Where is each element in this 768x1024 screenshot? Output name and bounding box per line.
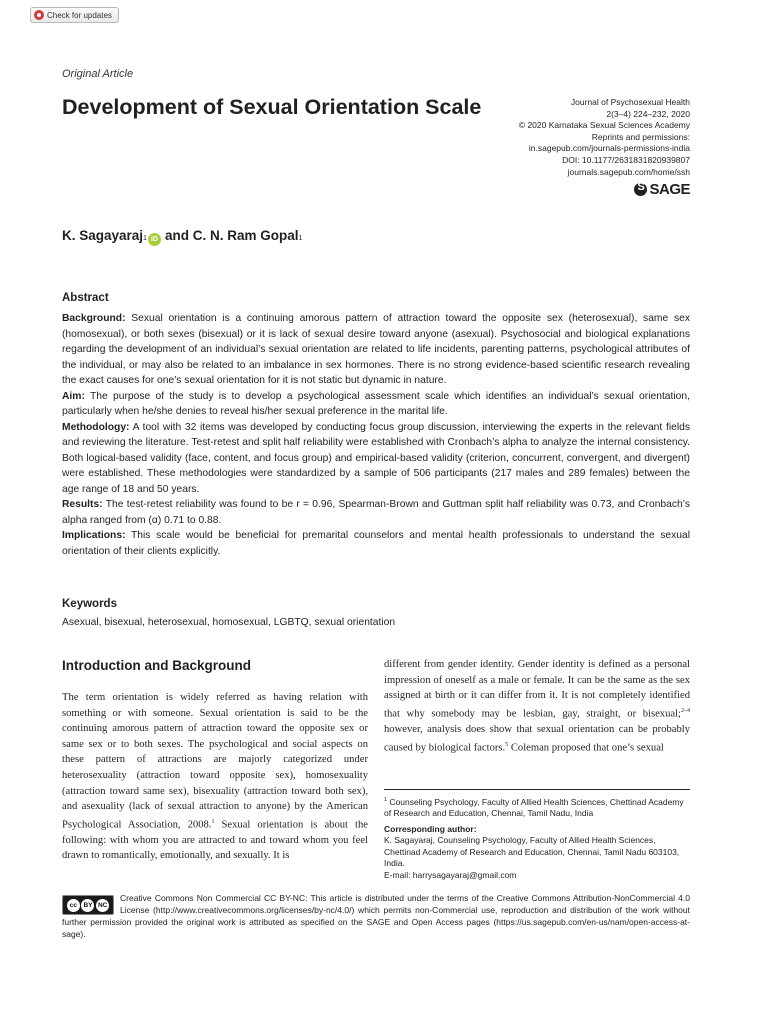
abstract-text-aim: The purpose of the study is to develop a psychological assessment scale which identifies an individual’s sexual orientation, particularly when he/she denies to reveal his/her sexual preference in the marital life. [62, 390, 690, 417]
creative-commons-badge[interactable] [62, 895, 114, 915]
journal-copyright: © 2020 Karnataka Sexual Sciences Academy [518, 120, 690, 131]
author-connector: and [164, 228, 189, 243]
abstract-text-implications: This scale would be beneficial for premarital counselors and mental health professionals to understand the sexual orientation of their clients explicitly. [62, 530, 690, 557]
abstract-body [62, 311, 690, 559]
body-text: different from gender identity. Gender identity is defined as a personal impression of oneself as a male or female. It can be the same as the sex assigned at birth or it can differ from it. It is not completely identified that why somebody may be lesbian, gay, straight, or bisexual; [384, 659, 690, 720]
keywords-list: Asexual, bisexual, heterosexual, homosexual, LGBTQ, sexual orientation [62, 617, 396, 628]
abstract-text-results: The test-retest reliability was found to be r = 0.96, Spearman-Brown and Guttman split half reliability was 0.73, and Cronbach’s alpha ranged from (α) 0.71 to 0.88. [62, 499, 690, 526]
author-name[interactable]: K. Sagayaraj [62, 228, 144, 243]
journal-reprints: Reprints and permissions: [591, 131, 690, 142]
abstract-label-background: Background: [62, 313, 126, 324]
check-for-updates-label: Check for updates [47, 10, 112, 20]
affiliation-marker: 1 [384, 797, 388, 803]
abstract-label-methodology: Methodology: [62, 421, 130, 433]
corresponding-author-email[interactable]: E-mail: harrysagayaraj@gmail.com [384, 869, 517, 880]
body-column-left [62, 690, 368, 864]
abstract-text-background: Sexual orientation is a continuing amorous pattern of attraction toward the opposite sex (heterosexual), same sex (homosexual), or both sexes (bisexual) or it is lack of sexual desire toward anyone (asexual). Psychosocial and biological explanations regarding the development of an individual’s sexual orientation are related to life incidents, parenting patterns, psychological attributes of the individual, or may also be related to an imbalance in sex hormones. There is no strong evidence-based scientific research revealing the exact causes for one’s sexual orientation for it is not static but dynamic in nature. [62, 313, 690, 386]
journal-issue: 2(3–4) 224–232, 2020 [606, 108, 690, 119]
citation-marker[interactable]: 5 [505, 741, 509, 748]
section-heading-introduction: Introduction and Background [62, 658, 251, 673]
affiliation-footnote [384, 789, 690, 881]
cc-nc-icon: NC [96, 899, 109, 912]
keywords-heading: Keywords [62, 598, 117, 610]
body-text: Coleman proposed that one’s sexual [508, 742, 664, 754]
author-list [62, 228, 302, 245]
author-name[interactable]: C. N. Ram Gopal [192, 228, 299, 243]
permissions-link[interactable]: in.sagepub.com/journals-permissions-india [528, 143, 690, 154]
corresponding-author-heading: Corresponding author: [384, 823, 477, 834]
check-for-updates-button[interactable] [30, 7, 119, 23]
abstract-heading: Abstract [62, 292, 109, 304]
journal-doi[interactable]: DOI: 10.1177/2631831820939807 [562, 154, 690, 165]
sage-logo [634, 181, 690, 198]
citation-marker[interactable]: 1 [211, 818, 215, 825]
journal-home-link[interactable]: journals.sagepub.com/home/ssh [567, 166, 690, 177]
author-affiliation-marker: 1 [143, 235, 147, 242]
article-type: Original Article [62, 68, 134, 80]
license-notice [62, 893, 690, 941]
update-check-icon [34, 10, 44, 20]
corresponding-author-details: K. Sagayaraj, Counseling Psychology, Faculty of Allied Health Sciences, Chettinad Academy of Research and Education, Chennai, Tamil Nadu 603103, India. [384, 835, 680, 869]
citation-marker[interactable]: 2–4 [681, 707, 690, 714]
abstract-label-aim: Aim: [62, 390, 85, 402]
orcid-icon[interactable]: iD [148, 233, 161, 246]
article-title: Development of Sexual Orientation Scale [62, 95, 482, 119]
abstract-text-methodology: A tool with 32 items was developed by conducting focus group discussion, interviewing the experts in the relevant fields and reviewing the literature. Test-retest and split half reliability were established with Cronbach’s alpha to analyze the internal consistency. Both logical-based validity (face, content, and focus group) and empirical-based validity (criterion, concurrent, convergent, and divergent) were established. These methodologies were standardized by a sample of 506 participants (217 males and 289 females) between the age range of 18 and 50 years. [62, 421, 690, 495]
body-text: The term orientation is widely referred as having relation with something or with someone. Sexual orientation is said to be the continuing amorous pattern of attraction toward the opposite sex or same sex or to both sexes. The psychological and social aspects on these pattern of attractions are majorly categorized under heterosexuality (attraction toward opposite sex), homosexuality (attraction toward same sex), bisexuality (attraction toward both sex), and asexuality (lack of sexual attraction to anyone) by the American Psychological Association, 2008. [62, 692, 368, 831]
abstract-label-implications: Implications: [62, 530, 126, 541]
author-affiliation-marker: 1 [298, 235, 303, 242]
body-column-right [384, 657, 690, 756]
journal-metadata [490, 97, 690, 178]
abstract-label-results: Results: [62, 499, 103, 510]
sage-mark-icon [634, 183, 647, 196]
cc-by-icon: BY [81, 899, 94, 912]
affiliation-text [384, 795, 690, 820]
affiliation-details: Counseling Psychology, Faculty of Allied Health Sciences, Chettinad Academy of Research and Education, Chennai, Tamil Nadu, India [384, 796, 684, 819]
journal-name: Journal of Psychosexual Health [570, 97, 690, 107]
sage-logo-text: SAGE [649, 181, 690, 198]
body-text: Sexual orientation is about the following: with whom you are attracted to and toward whom you feel drawn to romantically, emotionally, and sexually. It is [62, 819, 369, 862]
cc-icon: cc [67, 899, 80, 912]
body-text: however, analysis does show that sexual orientation can be probably caused by biological factors. [384, 723, 690, 754]
license-text: Creative Commons Non Commercial CC BY-NC: This article is distributed under the terms of the Creative Commons Attribution-NonCommercial 4.0 License (http://www.creativecommons.org/licenses/by-nc/4.0/) which permits non-Commercial use, reproduction and distribution of the work without further permission provided the original work is attributed as specified on the SAGE and Open Access pages (https://us.sagepub.com/en-us/nam/open-access-at-sage). [62, 893, 690, 939]
